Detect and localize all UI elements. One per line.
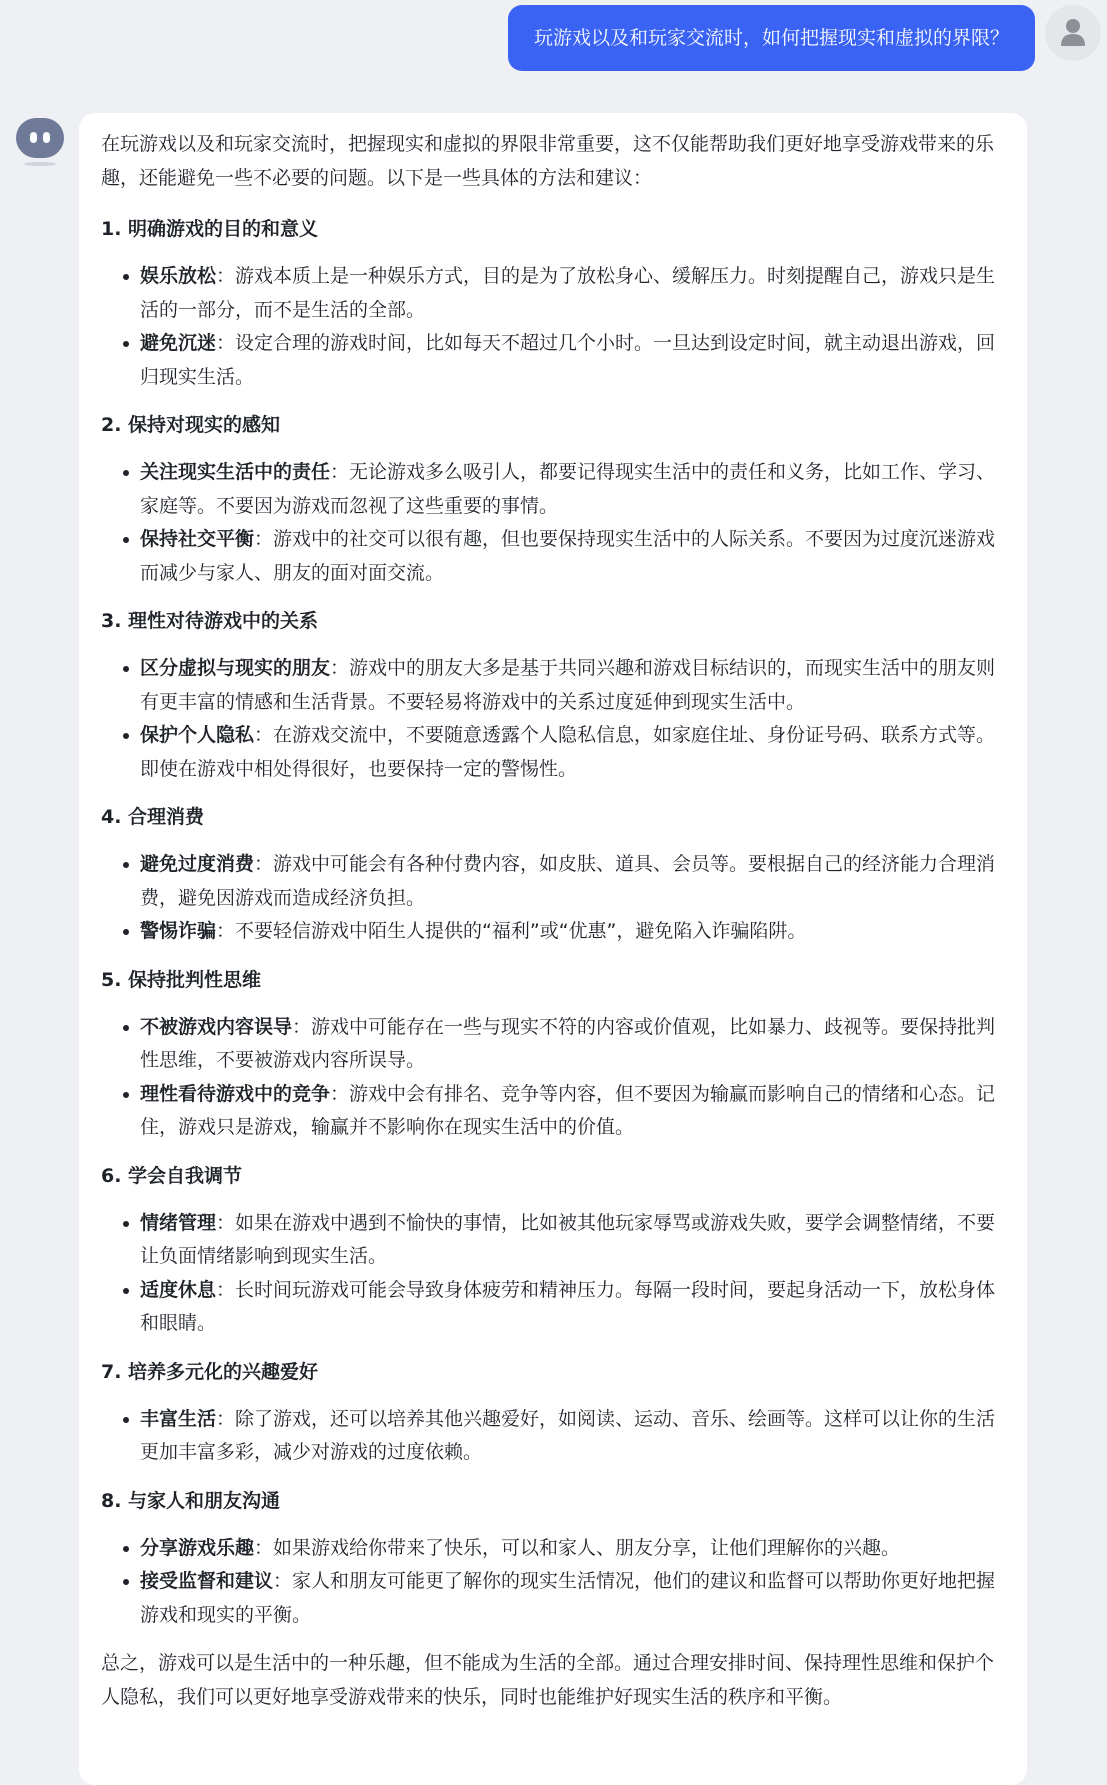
bullet-term: 分享游戏乐趣 [140, 1536, 255, 1559]
answer-sections [101, 213, 1004, 1632]
user-message-bubble: 玩游戏以及和玩家交流时，如何把握现实和虚拟的界限？ [508, 5, 1035, 71]
bullet-term: 理性看待游戏中的竞争 [140, 1082, 331, 1105]
bullet-text: ：游戏中的朋友大多是基于共同兴趣和游戏目标结识的，而现实生活中的朋友则有更丰富的情感和生活背景。不要轻易将游戏中的关系过度延伸到现实生活中。 [140, 657, 996, 713]
robot-icon [16, 118, 64, 158]
bullet-term: 不被游戏内容误导 [140, 1015, 293, 1038]
section-bullet-list [101, 1011, 1004, 1145]
bullet-item [101, 915, 1004, 949]
bullet-term: 情绪管理 [140, 1211, 217, 1234]
section-bullet-list [101, 1532, 1004, 1633]
bullet-term: 保持社交平衡 [140, 528, 255, 550]
assistant-answer-card [79, 113, 1027, 1785]
bullet-text: ：游戏本质上是一种娱乐方式，目的是为了放松身心、缓解压力。时刻提醒自己，游戏只是生活的一部分，而不是生活的全部。 [140, 265, 996, 321]
person-icon [1061, 18, 1085, 46]
robot-shadow [24, 162, 56, 166]
section-bullet-list [101, 260, 1004, 394]
bullet-text: ：家人和朋友可能更了解你的现实生活情况，他们的建议和监督可以帮助你更好地把握游戏和现实的平衡。 [140, 1570, 996, 1626]
section-title: 3. 理性对待游戏中的关系 [101, 610, 319, 632]
bullet-term: 保护个人隐私 [140, 724, 255, 746]
section-title: 7. 培养多元化的兴趣爱好 [101, 1360, 319, 1383]
section-bullet-list [101, 848, 1004, 949]
bullet-item [101, 1565, 1004, 1632]
bullet-item [101, 1207, 1004, 1274]
bot-avatar [16, 118, 64, 166]
section-bullet-list [101, 456, 1004, 590]
bullet-term: 关注现实生活中的责任 [140, 461, 331, 483]
bullet-text: ：设定合理的游戏时间，比如每天不超过几个小时。一旦达到设定时间，就主动退出游戏，回归现实生活。 [140, 332, 996, 388]
section-title: 2. 保持对现实的感知 [101, 414, 281, 436]
section-title: 8. 与家人和朋友沟通 [101, 1489, 281, 1512]
bullet-item [101, 523, 1004, 590]
section-bullet-list [101, 652, 1004, 786]
bullet-item [101, 1078, 1004, 1145]
section-bullet-list [101, 1403, 1004, 1470]
bullet-text: ：游戏中可能会有各种付费内容，如皮肤、道具、会员等。要根据自己的经济能力合理消费，避免因游戏而造成经济负担。 [140, 853, 996, 909]
bullet-text: ：长时间玩游戏可能会导致身体疲劳和精神压力。每隔一段时间，要起身活动一下，放松身体和眼睛。 [140, 1278, 996, 1334]
bullet-term: 适度休息 [140, 1278, 217, 1301]
bullet-item [101, 848, 1004, 915]
bullet-item [101, 1532, 1004, 1566]
section-bullet-list [101, 1207, 1004, 1341]
bullet-term: 丰富生活 [140, 1407, 217, 1430]
bullet-term: 接受监督和建议 [140, 1570, 274, 1592]
bullet-term: 避免沉迷 [140, 332, 217, 354]
bullet-text: ：游戏中的社交可以很有趣，但也要保持现实生活中的人际关系。不要因为过度沉迷游戏而减少与家人、朋友的面对面交流。 [140, 528, 996, 584]
bullet-item [101, 1274, 1004, 1341]
user-avatar[interactable] [1045, 5, 1101, 61]
bullet-text: ：不要轻信游戏中陌生人提供的“福利”或“优惠”，避免陷入诈骗陷阱。 [216, 920, 807, 942]
bullet-text: ：游戏中可能存在一些与现实不符的内容或价值观，比如暴力、歧视等。要保持批判性思维，不要被游戏内容所误导。 [140, 1015, 996, 1071]
bullet-text: ：如果在游戏中遇到不愉快的事情，比如被其他玩家辱骂或游戏失败，要学会调整情绪，不要让负面情绪影响到现实生活。 [140, 1211, 996, 1267]
bullet-text: ：如果游戏给你带来了快乐，可以和家人、朋友分享，让他们理解你的兴趣。 [254, 1536, 901, 1559]
section-title: 5. 保持批判性思维 [101, 968, 262, 991]
bullet-term: 区分虚拟与现实的朋友 [140, 657, 331, 679]
section-title: 6. 学会自我调节 [101, 1164, 243, 1187]
bullet-item [101, 260, 1004, 327]
section-title: 1. 明确游戏的目的和意义 [101, 218, 319, 240]
bullet-text: ：在游戏交流中，不要随意透露个人隐私信息，如家庭住址、身份证号码、联系方式等。即使在游戏中相处得很好，也要保持一定的警惕性。 [140, 724, 996, 780]
bullet-item [101, 327, 1004, 394]
bullet-text: ：除了游戏，还可以培养其他兴趣爱好，如阅读、运动、音乐、绘画等。这样可以让你的生活更加丰富多彩，减少对游戏的过度依赖。 [140, 1407, 996, 1463]
robot-eye-right [43, 132, 50, 143]
bullet-item [101, 719, 1004, 786]
user-message-row [0, 5, 1107, 71]
bullet-item [101, 1011, 1004, 1078]
bullet-term: 娱乐放松 [140, 265, 217, 287]
bullet-text: ：无论游戏多么吸引人，都要记得现实生活中的责任和义务，比如工作、学习、家庭等。不要因为游戏而忽视了这些重要的事情。 [140, 461, 996, 517]
bullet-term: 警惕诈骗 [140, 920, 217, 942]
bullet-item [101, 1403, 1004, 1470]
answer-intro: 在玩游戏以及和玩家交流时，把握现实和虚拟的界限非常重要，这不仅能帮助我们更好地享受游戏带来的乐趣，还能避免一些不必要的问题。以下是一些具体的方法和建议： [101, 133, 995, 189]
section-title: 4. 合理消费 [101, 806, 205, 828]
bullet-item [101, 652, 1004, 719]
bullet-term: 避免过度消费 [140, 853, 255, 875]
answer-conclusion: 总之，游戏可以是生活中的一种乐趣，但不能成为生活的全部。通过合理安排时间、保持理性思维和保护个人隐私，我们可以更好地享受游戏带来的快乐，同时也能维护好现实生活的秩序和平衡。 [101, 1652, 995, 1708]
robot-eye-left [30, 132, 37, 143]
bullet-item [101, 456, 1004, 523]
bullet-text: ：游戏中会有排名、竞争等内容，但不要因为输赢而影响自己的情绪和心态。记住，游戏只是游戏，输赢并不影响你在现实生活中的价值。 [140, 1082, 996, 1138]
